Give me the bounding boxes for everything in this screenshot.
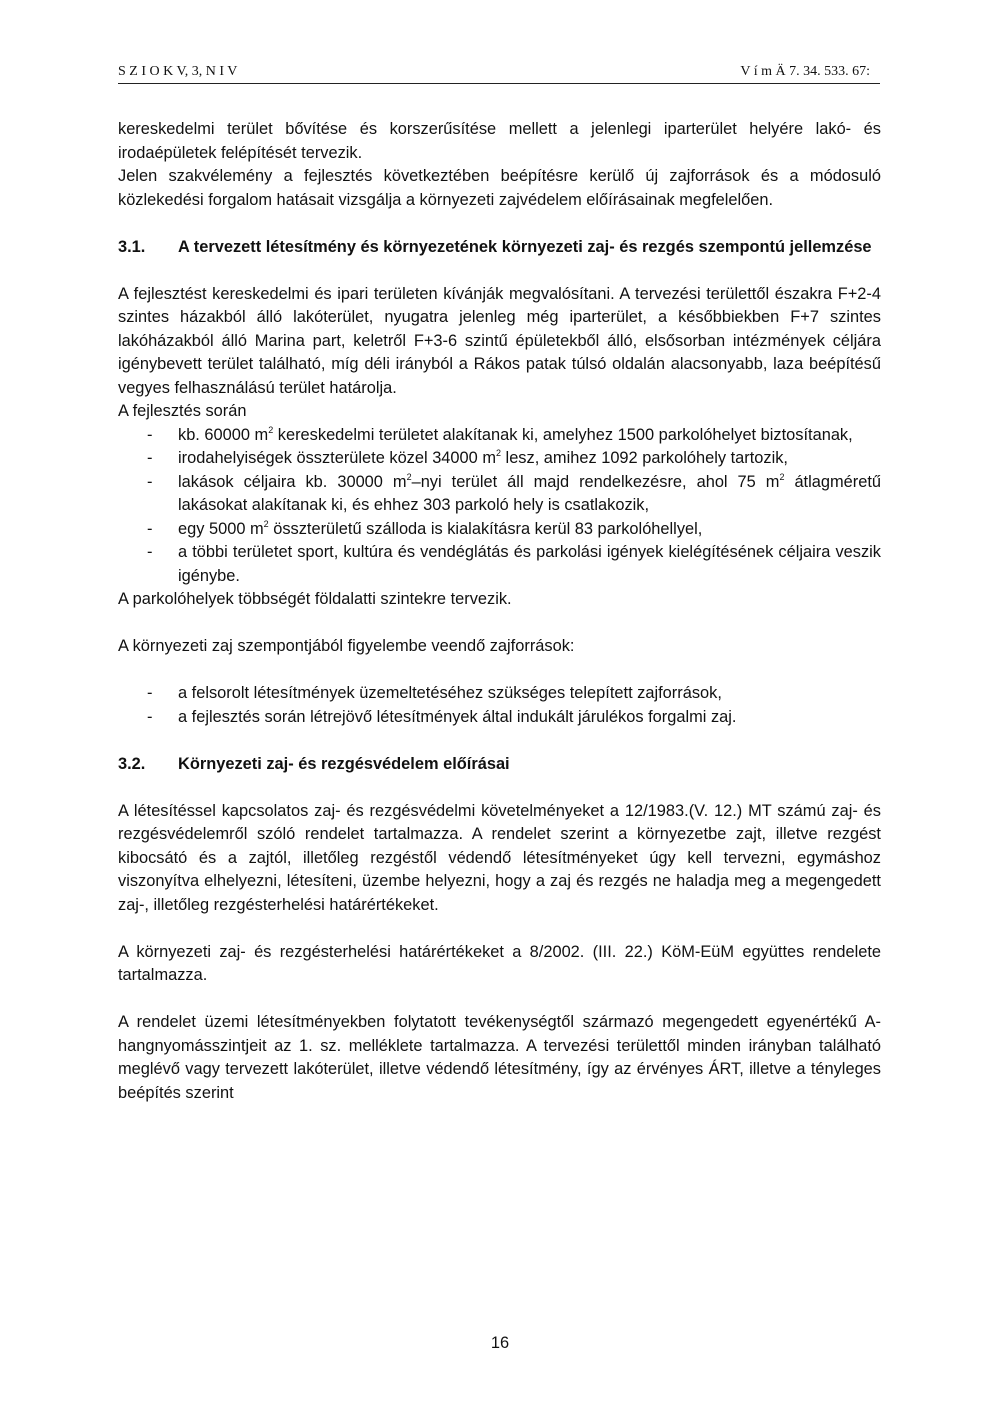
- paragraph: A rendelet üzemi létesítményekben folytatott tevékenységtől származó megengedett egyenértékű A-hangnyomásszintjeit az 1. sz. melléklete tartalmazza. A tervezési területtől minden irányban található meglévő vagy tervezett lakóterület, illetve védendő létesítmény, így az érvényes ÁRT, illetve a tényleges beépítés szerint: [118, 1013, 881, 1102]
- list-dash: -: [147, 684, 153, 702]
- paragraph: A fejlesztést kereskedelmi és ipari területen kívánják megvalósítani. A tervezési területtől északra F+2-4 szintes házakból álló lakóterület, nyugatra jelenleg még iparterület, a későbbiekben F+7 szintes lakóházakból álló Marina part, keletről F+3-6 szintű épületekből álló, elsősorban intézmények céljára igénybevett terület található, míg déli irányból a Rákos patak túlsó oldalán alacsonyabb, laza beépítésű vegyes felhasználású terület határolja.: [118, 284, 881, 397]
- list-dash: -: [147, 543, 153, 561]
- section-number: 3.1.: [118, 237, 146, 256]
- page-number: 16: [490, 1334, 510, 1352]
- document-body: [118, 118, 881, 1105]
- list-item: - kb. 60000 $m^2$ kereskedelmi területet alakítanak ki, amelyhez 1500 parkolóhelyet biztosítanak,: [118, 424, 881, 448]
- list-dash: -: [147, 472, 153, 491]
- section-title: Környezeti zaj- és rezgésvédelem előírásai: [178, 754, 510, 773]
- paragraph: A környezeti zaj szempontjából figyelembe veendő zajforrások:: [118, 637, 575, 655]
- list-item: - a felsorolt létesítmények üzemeltetéséhez szükséges telepített zajforrások,: [118, 682, 881, 706]
- section-heading-3-1: [118, 236, 881, 260]
- noise-source-list: [118, 682, 881, 729]
- list-dash: -: [147, 519, 153, 538]
- paragraph: A fejlesztés során: [118, 402, 247, 420]
- paragraph: A környezeti zaj- és rezgésterhelési határértékeket a 8/2002. (III. 22.) KöM-EüM együttes rendelete tartalmazza.: [118, 942, 881, 984]
- development-list: [118, 424, 881, 589]
- list-item: - egy 5000 $m^2$ összterületű szálloda is kialakításra kerül 83 parkolóhellyel,: [118, 518, 881, 542]
- header-left-text: S Z I O K V, 3, N I V: [118, 64, 238, 79]
- section-title: A tervezett létesítmény és környezetének környezeti zaj- és rezgés szempontú jellemzése: [178, 237, 872, 256]
- section-number: 3.2.: [118, 754, 146, 773]
- list-dash: -: [147, 707, 153, 726]
- list-item: - irodahelyiségek összterülete közel 34000 $m^2$ lesz, amihez 1092 parkolóhely tartozik,: [118, 447, 881, 471]
- paragraph: Jelen szakvélemény a fejlesztés következtében beépítésre kerülő új zajforrások és a módosuló közlekedési forgalom hatásait vizsgálja a környezeti zajvédelem előírásainak megfelelően.: [118, 167, 881, 209]
- page-header: [118, 63, 880, 84]
- section-heading-3-2: [118, 753, 881, 777]
- paragraph: kereskedelmi terület bővítése és korszerűsítése mellett a jelenlegi iparterület helyére lakó- és irodaépületek felépítését tervezik.: [118, 120, 881, 162]
- paragraph: A létesítéssel kapcsolatos zaj- és rezgésvédelmi követelményeket a 12/1983.(V. 12.) MT számú zaj- és rezgésvédelemről szóló rendelet tartalmazza. A rendelet szerint a környezetbe zajt, illetve rezgést kibocsátó és a zajtól, illetőleg rezgéstől védendő létesítményeket úgy kell tervezni, egymáshoz viszonyítva elhelyezni, létesíteni, üzembe helyezni, hogy a zaj és rezgés ne haladja meg a megengedett zaj-, illetőleg rezgésterhelési határértékeket.: [118, 801, 881, 914]
- list-item: - lakások céljaira kb. 30000 $m^2$–nyi terület áll majd rendelkezésre, ahol 75 $m^2$ átlagméretű lakásokat alakítanak ki, és ehhez 303 parkoló hely is csatlakozik,: [147, 471, 881, 514]
- list-dash: -: [147, 449, 153, 467]
- paragraph: A parkolóhelyek többségét földalatti szintekre tervezik.: [118, 590, 512, 608]
- header-right-text: V í m Ä 7. 34. 533. 67:: [740, 64, 870, 79]
- list-item: - a fejlesztés során létrejövő létesítmények által indukált járulékos forgalmi zaj.: [118, 706, 881, 730]
- list-dash: -: [147, 425, 153, 444]
- list-item: - a többi területet sport, kultúra és vendéglátás és parkolási igények kielégítésének céljaira veszik igénybe.: [147, 543, 881, 585]
